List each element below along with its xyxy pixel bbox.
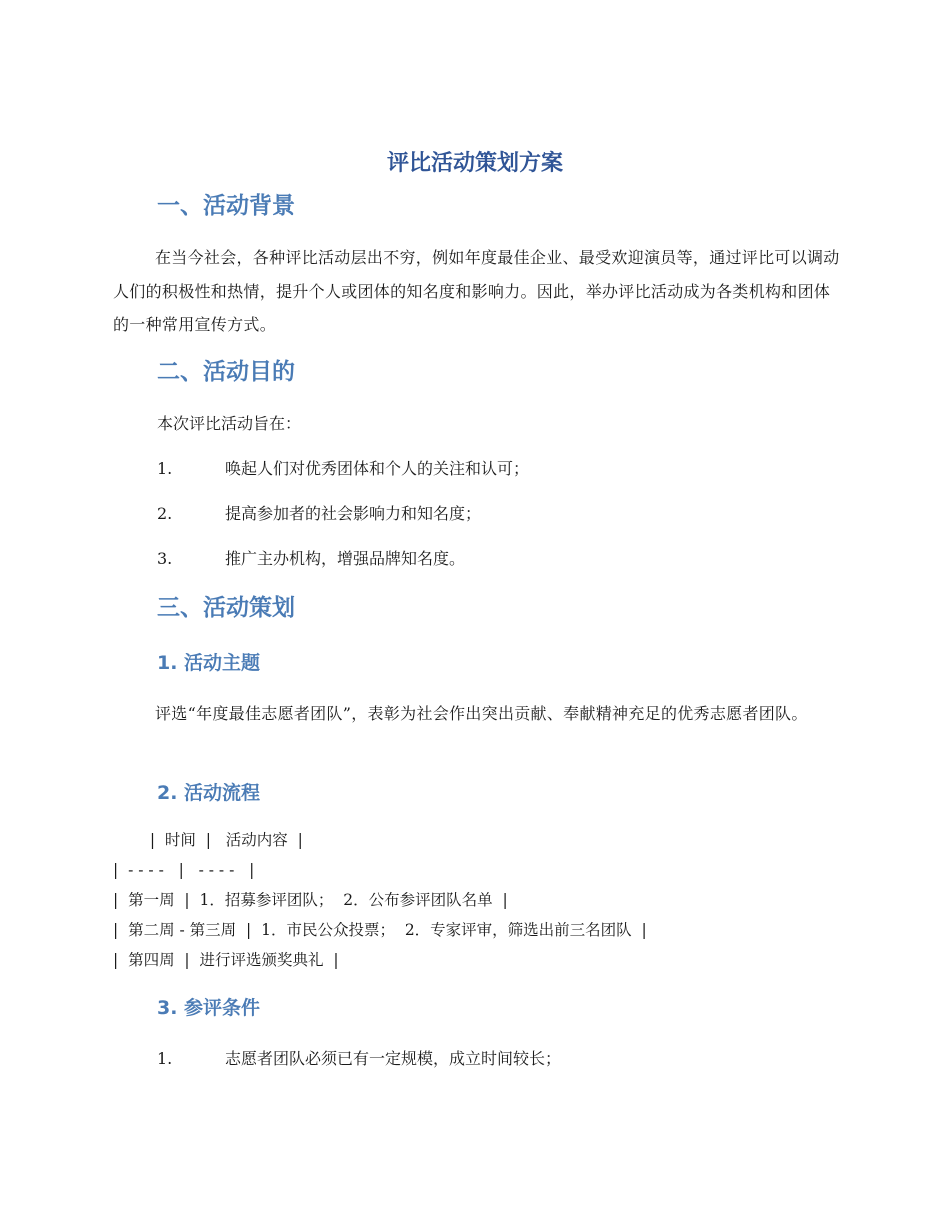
subsection-heading-theme: 1. 活动主题 xyxy=(157,652,261,674)
list-item-text: 提高参加者的社会影响力和知名度； xyxy=(225,504,482,523)
process-table-separator-row: | - - - - | - - - - | xyxy=(113,861,255,879)
document-title: 评比活动策划方案 xyxy=(386,151,563,176)
list-item xyxy=(157,546,465,572)
list-item-text: 志愿者团队必须已有一定规模，成立时间较长； xyxy=(225,1049,562,1068)
list-item-text: 推广主办机构，增强品牌知名度。 xyxy=(225,549,466,568)
list-item-number: 1. xyxy=(157,1049,173,1068)
list-item-text: 唤起人们对优秀团体和个人的关注和认可； xyxy=(225,459,530,478)
process-table-row: | 第二周 - 第三周 | 1．市民公众投票； 2．专家评审，筛选出前三名团队 | xyxy=(113,921,647,939)
list-item xyxy=(157,456,529,482)
section-heading-background: 一、活动背景 xyxy=(157,193,295,219)
theme-paragraph: 评选“年度最佳志愿者团队”，表彰为社会作出突出贡献、奉献精神充足的优秀志愿者团队。 xyxy=(155,704,808,723)
background-paragraph: 在当今社会，各种评比活动层出不穷，例如年度最佳企业、最受欢迎演员等，通过评比可以调动人们的积极性和热情，提升个人或团体的知名度和影响力。因此，举办评比活动成为各类机构和团体的一种常用宣传方式。 xyxy=(113,248,840,334)
list-item-number: 2. xyxy=(157,504,173,523)
section-heading-plan: 三、活动策划 xyxy=(157,595,295,621)
subsection-heading-process: 2. 活动流程 xyxy=(157,782,261,804)
process-table-row: | 第一周 | 1．招募参评团队； 2．公布参评团队名单 | xyxy=(113,891,508,909)
list-item-number: 1. xyxy=(157,459,173,478)
process-table-row: | 第四周 | 进行评选颁奖典礼 | xyxy=(113,951,339,969)
list-item xyxy=(157,501,481,527)
list-item xyxy=(157,1046,561,1072)
subsection-heading-eligibility: 3. 参评条件 xyxy=(157,997,261,1019)
section-heading-purpose: 二、活动目的 xyxy=(157,359,295,385)
purpose-intro: 本次评比活动旨在： xyxy=(157,414,302,433)
list-item-number: 3. xyxy=(157,549,173,568)
process-table-header-row: | 时间 | 活动内容 | xyxy=(140,831,303,849)
